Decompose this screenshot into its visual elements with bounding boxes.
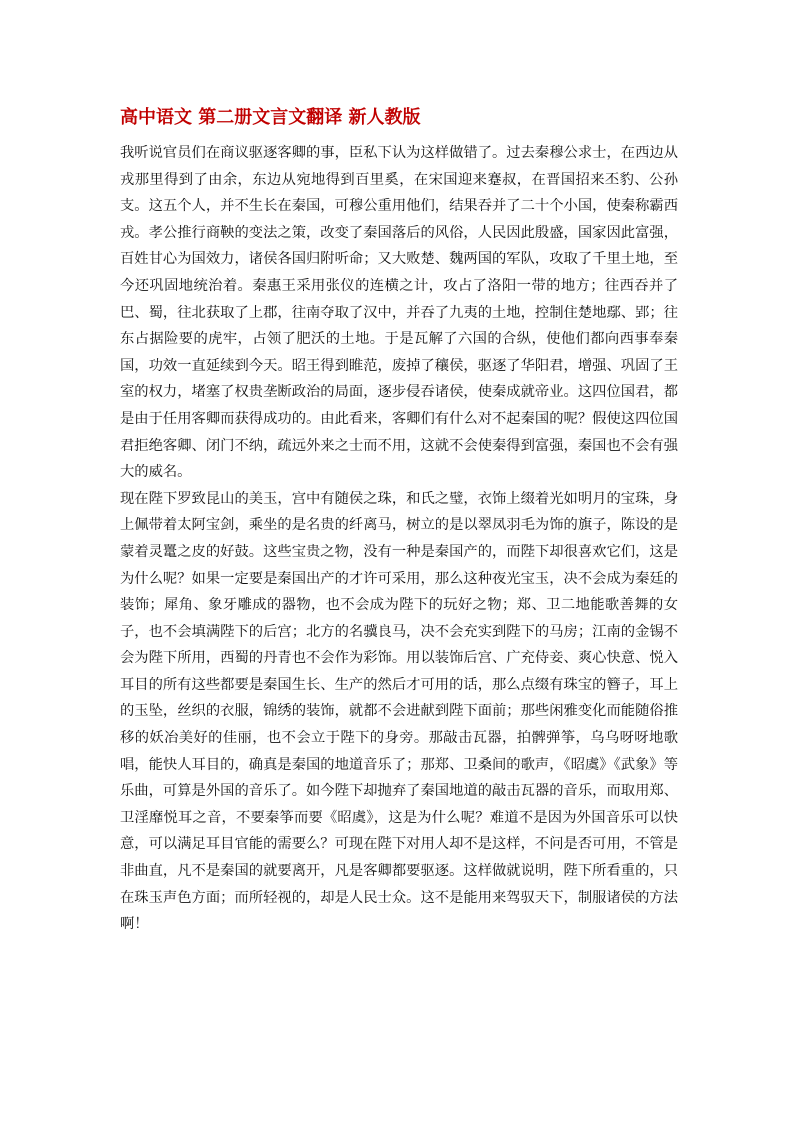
document-title: 高中语文 第二册文言文翻译 新人教版 <box>120 107 421 128</box>
paragraph-2: 现在陛下罗致昆山的美玉，宫中有随侯之珠，和氏之璧，衣饰上缀着光如明月的宝珠，身上佩带着太阿宝剑，乘坐的是名贵的纤离马，树立的是以翠凤羽毛为饰的旗子，陈设的是蒙着灵鼍之皮的好鼓。这些宝贵之物，没有一种是秦国产的，而陛下却很喜欢它们，这是为什么呢？如果一定要是秦国出产的才许可采用，那么这种夜光宝玉，决不会成为秦廷的装饰；犀角、象牙雕成的器物，也不会成为陛下的玩好之物；郑、卫二地能歌善舞的女子，也不会填满陛下的后宫；北方的名骥良马，决不会充实到陛下的马房；江南的金锡不会为陛下所用，西蜀的丹青也不会作为彩饰。用以装饰后宫、广充侍妾、爽心快意、悦入耳目的所有这些都要是秦国生长、生产的然后才可用的话，那么点缀有珠宝的簪子，耳上的玉坠，丝织的衣服，锦绣的装饰，就都不会进献到陛下面前；那些闲雅变化而能随俗推移的妖冶美好的佳丽，也不会立于陛下的身旁。那敲击瓦器，拍髀弹筝，乌乌呀呀地歌唱，能快人耳目的，确真是秦国的地道音乐了；那郑、卫桑间的歌声，《昭虞》《武象》等乐曲，可算是外国的音乐了。如今陛下却抛弃了秦国地道的敲击瓦器的音乐，而取用郑、卫淫靡悦耳之音，不要秦筝而要《昭虞》，这是为什么呢？难道不是因为外国音乐可以快意，可以满足耳目官能的需要么？可现在陛下对用人却不是这样，不问是否可用，不管是非曲直，凡不是秦国的就要离开，凡是客卿都要驱逐。这样做就说明，陛下所看重的，只在珠玉声色方面；而所轻视的，却是人民士众。这不是能用来驾驭天下，制服诸侯的方法啊！ <box>120 490 678 933</box>
document-body <box>120 140 678 938</box>
paragraph-1: 我听说官员们在商议驱逐客卿的事，臣私下认为这样做错了。过去秦穆公求士，在西边从戎那里得到了由余，东边从宛地得到百里奚，在宋国迎来蹇叔，在晋国招来丕豹、公孙支。这五个人，并不生长在秦国，可穆公重用他们，结果吞并了二十个小国，使秦称霸西戎。孝公推行商鞅的变法之策，改变了秦国落后的风俗，人民因此殷盛，国家因此富强，百姓甘心为国效力，诸侯各国归附听命；又大败楚、魏两国的军队，攻取了千里土地，至今还巩固地统治着。秦惠王采用张仪的连横之计，攻占了洛阳一带的地方；往西吞并了巴、蜀，往北获取了上郡，往南夺取了汉中，并吞了九夷的土地，控制住楚地鄢、郢；往东占据险要的虎牢，占领了肥沃的土地。于是瓦解了六国的合纵，使他们都向西事奉秦国，功效一直延续到今天。昭王得到睢范，废掉了穰侯，驱逐了华阳君，增强、巩固了王室的权力，堵塞了权贵垄断政治的局面，逐步侵吞诸侯，使秦成就帝业。这四位国君，都是由于任用客卿而获得成功的。由此看来，客卿们有什么对不起秦国的呢？假使这四位国君拒绝客卿、闭门不纳，疏远外来之士而不用，这就不会使秦得到富强，秦国也不会有强大的威名。 <box>120 145 678 481</box>
